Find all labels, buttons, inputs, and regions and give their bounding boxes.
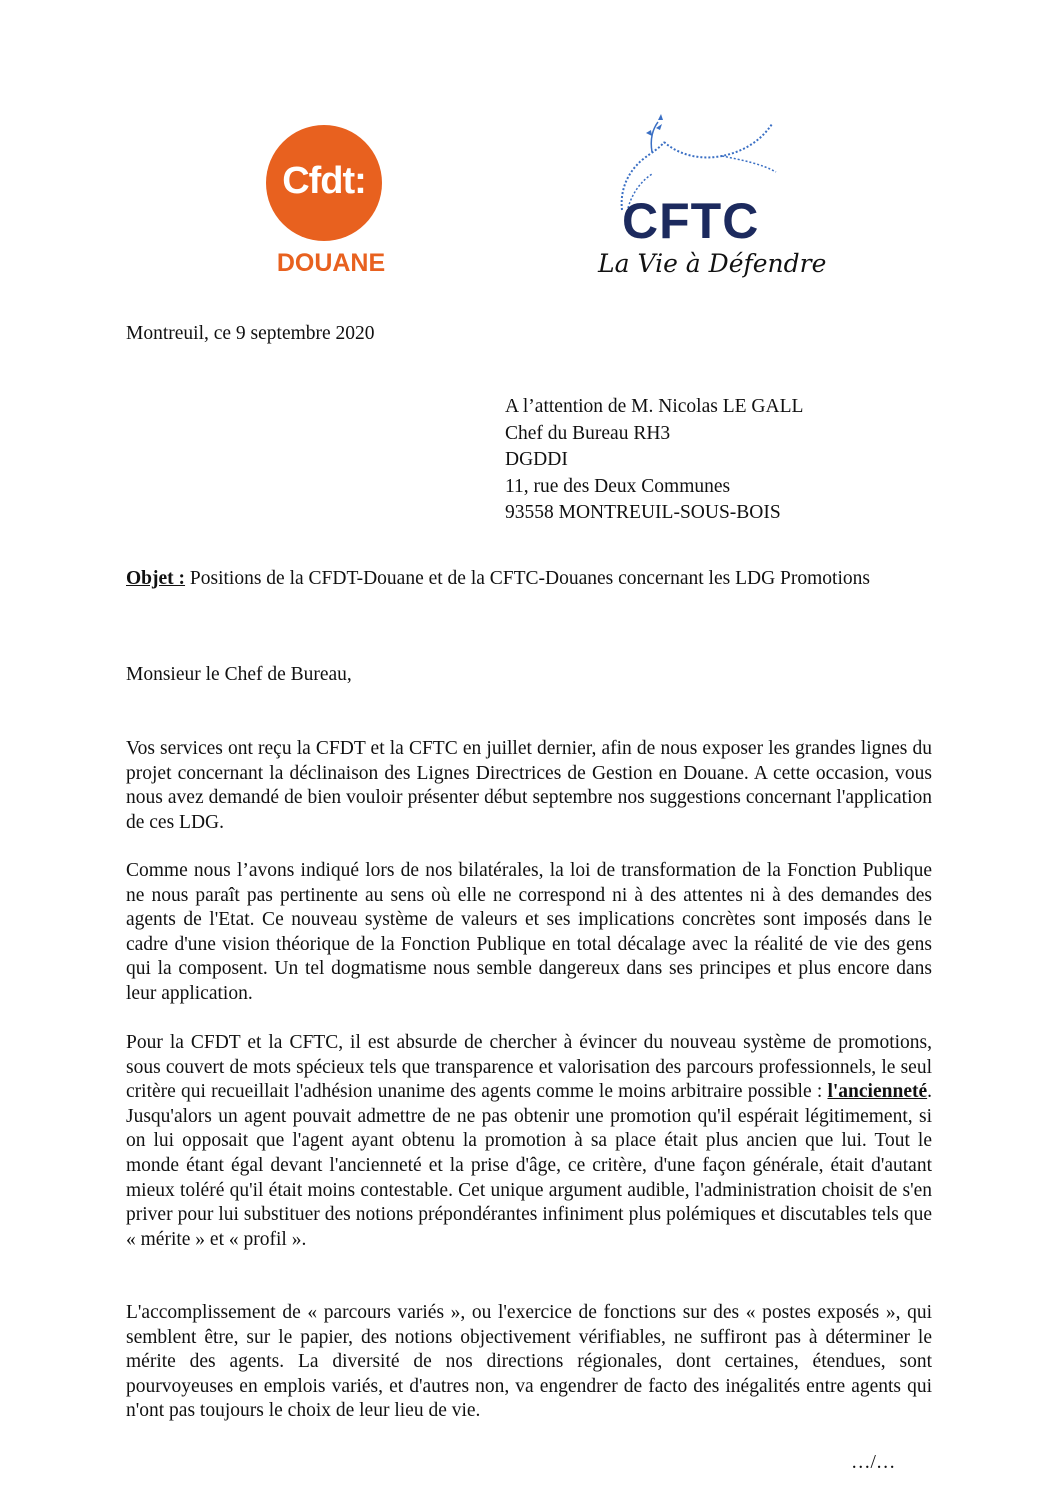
cftc-logo bbox=[592, 112, 827, 282]
recipient-address bbox=[505, 395, 803, 528]
letter-date: Montreuil, ce 9 septembre 2020 bbox=[126, 323, 375, 344]
subject-line bbox=[126, 567, 932, 592]
recipient-line: A l’attention de M. Nicolas LE GALL bbox=[505, 396, 804, 417]
cfdt-logo-subtitle: DOUANE bbox=[276, 249, 386, 277]
subject-label: Objet : bbox=[126, 568, 186, 589]
cftc-logo-word: CFTC bbox=[622, 193, 760, 249]
body-paragraph-3 bbox=[126, 1031, 932, 1252]
emphasis-anciennete: l'ancienneté bbox=[827, 1081, 928, 1103]
cfdt-douane-logo bbox=[266, 125, 396, 285]
recipient-line: 11, rue des Deux Communes bbox=[505, 475, 731, 497]
recipient-line: DGDDI bbox=[505, 449, 568, 471]
recipient-line: 93558 MONTREUIL-SOUS-BOIS bbox=[505, 502, 781, 524]
cftc-logo-tagline: La Vie à Défendre bbox=[598, 249, 827, 278]
recipient-line: Chef du Bureau RH3 bbox=[505, 422, 671, 444]
cfdt-logo-word: Cfdt: bbox=[282, 160, 366, 202]
body-paragraph-1: Vos services ont reçu la CFDT et la CFTC en juillet dernier, afin de nous exposer les grandes lignes du projet concernant la déclinaison des Lignes Directrices de Gestion en Douane. A cette occasion, vous nous avez demandé de bien vouloir présenter début septembre nos suggestions concernant l'application de ces LDG. bbox=[126, 738, 932, 833]
subject-text: Positions de la CFDT-Douane et de la CFTC-Douanes concernant les LDG Promotions bbox=[185, 568, 870, 589]
body-paragraph-2: Comme nous l’avons indiqué lors de nos bilatérales, la loi de transformation de la Fonction Publique ne nous paraît pas pertinente au sens où elle ne correspond ni à des attentes ni à des demandes des agents de l'Etat. Ce nouveau système de valeurs et ses implications concrètes sont imposés dans le cadre d'une vision théorique de la Fonction Publique en total décalage avec la réalité de vie des gens qui la composent. Un tel dogmatisme nous semble dangereux dans ses principes et plus encore dans leur application. bbox=[126, 860, 932, 1004]
body-paragraph-4: L'accomplissement de « parcours variés », ou l'exercice de fonctions sur des « postes exposés », qui semblent être, sur le papier, des notions objectivement vérifiables, ne suffiront pas à déterminer le mérite des agents. La diversité de nos directions régionales, dont certaines, étendues, sont pourvoyeuses en emplois variés, et d'autres non, va engendrer de facto des inégalités entre agents qui n'ont pas toujours le choix de leur lieu de vie. bbox=[126, 1302, 932, 1422]
paragraph-3-text: . Jusqu'alors un agent pouvait admettre de ne pas obtenir une promotion qu'il espérait légitimement, si on lui opposait que l'agent ayant obtenu la promotion à sa place était plus ancien que lui. Tout le monde étant égal devant l'ancienneté et la prise d'âge, ce critère, d'une façon générale, était d'autant mieux toléré qu'il était moins contestable. Cet unique argument audible, l'administration choisit de s'en priver pour lui substituer des notions prépondérantes infiniment plus polémiques et discutables tels que « mérite » et « profil ». bbox=[126, 1081, 932, 1250]
continued-marker: …/… bbox=[851, 1452, 896, 1473]
paragraph-3-text: Pour la CFDT et la CFTC, il est absurde de chercher à évincer du nouveau système de promotions, sous couvert de mots spécieux tels que transparence et valorisation des parcours professionnels, le seul critère qui recueillait l'adhésion unanime des agents comme le moins arbitraire possible : bbox=[126, 1032, 932, 1103]
salutation: Monsieur le Chef de Bureau, bbox=[126, 664, 352, 685]
